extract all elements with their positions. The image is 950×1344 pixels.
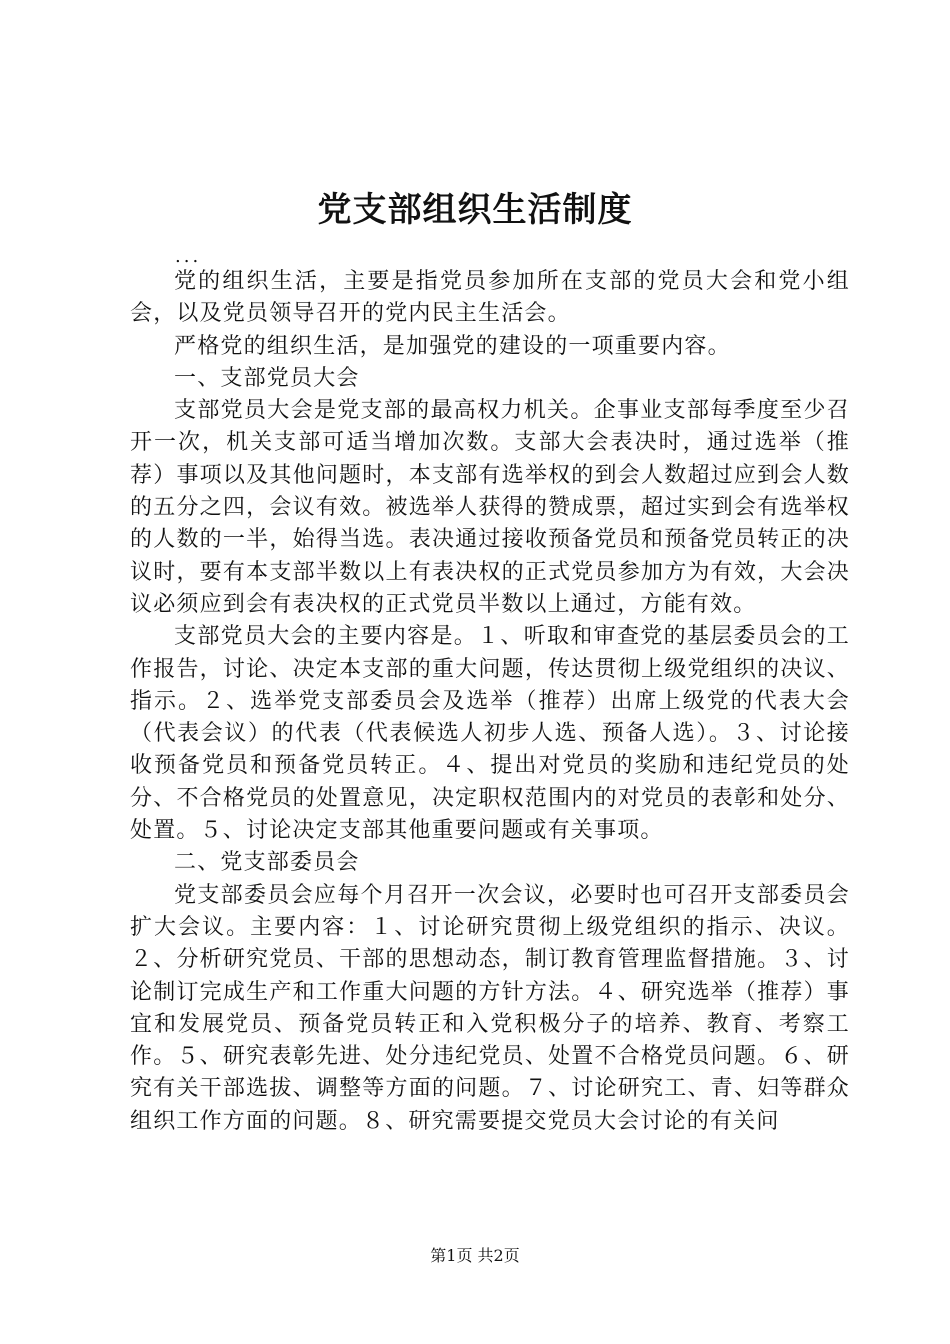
paragraph-branch-meeting-rules: 支部党员大会是党支部的最高权力机关。企事业支部每季度至少召开一次，机关支部可适当增加次数。支部大会表决时，通过选举（推荐）事项以及其他问题时，本支部有选举权的到会人数超过应到会人数的五分之四，会议有效。被选举人获得的赞成票，超过实到会有选举权的人数的一半，始得当选。表决通过接收预备党员和预备党员转正的决议时，要有本支部半数以上有表决权的正式党员参加方为有效，大会决议必须应到会有表决权的正式党员半数以上通过，方能有效。: [130, 398, 850, 617]
paragraph-intro: 党的组织生活，主要是指党员参加所在支部的党员大会和党小组会，以及党员领导召开的党内民主生活会。: [130, 269, 850, 327]
paragraph-branch-meeting-content: 支部党员大会的主要内容是。１、听取和审查党的基层委员会的工作报告，讨论、决定本支部的重大问题，传达贯彻上级党组织的决议、指示。２、选举党支部委员会及选举（推荐）出席上级党的代表大会（代表会议）的代表（代表候选人初步人选、预备人选）。３、讨论接收预备党员和预备党员转正。４、提出对党员的奖励和违纪党员的处分、不合格党员的处置意见，决定职权范围内的对党员的表彰和处分、处置。５、讨论决定支部其他重要问题或有关事项。: [130, 624, 850, 844]
paragraph-branch-committee: 党支部委员会应每个月召开一次会议，必要时也可召开支部委员会扩大会议。主要内容：１、讨论研究贯彻上级党组织的指示、决议。２、分析研究党员、干部的思想动态，制订教育管理监督措施。３、讨论制订完成生产和工作重大问题的方针方法。４、研究选举（推荐）事宜和发展党员、预备党员转正和入党积极分子的培养、教育、考察工作。５、研究表彰先进、处分违纪党员、处置不合格党员问题。６、研究有关干部选拔、调整等方面的问题。７、讨论研究工、青、妇等群众组织工作方面的问题。８、研究需要提交党员大会讨论的有关问: [130, 882, 850, 1134]
document-body: [130, 266, 850, 1138]
section-heading-branch-committee: 二、党支部委员会: [174, 850, 360, 876]
section-heading-branch-meeting: 一、支部党员大会: [174, 365, 360, 391]
document-title: 党支部组织生活制度: [317, 190, 633, 230]
page-footer: 第1页 共2页: [430, 1246, 520, 1265]
paragraph-importance: 严格党的组织生活，是加强党的建设的一项重要内容。: [174, 333, 731, 359]
ellipsis-marker: ...: [175, 246, 202, 267]
